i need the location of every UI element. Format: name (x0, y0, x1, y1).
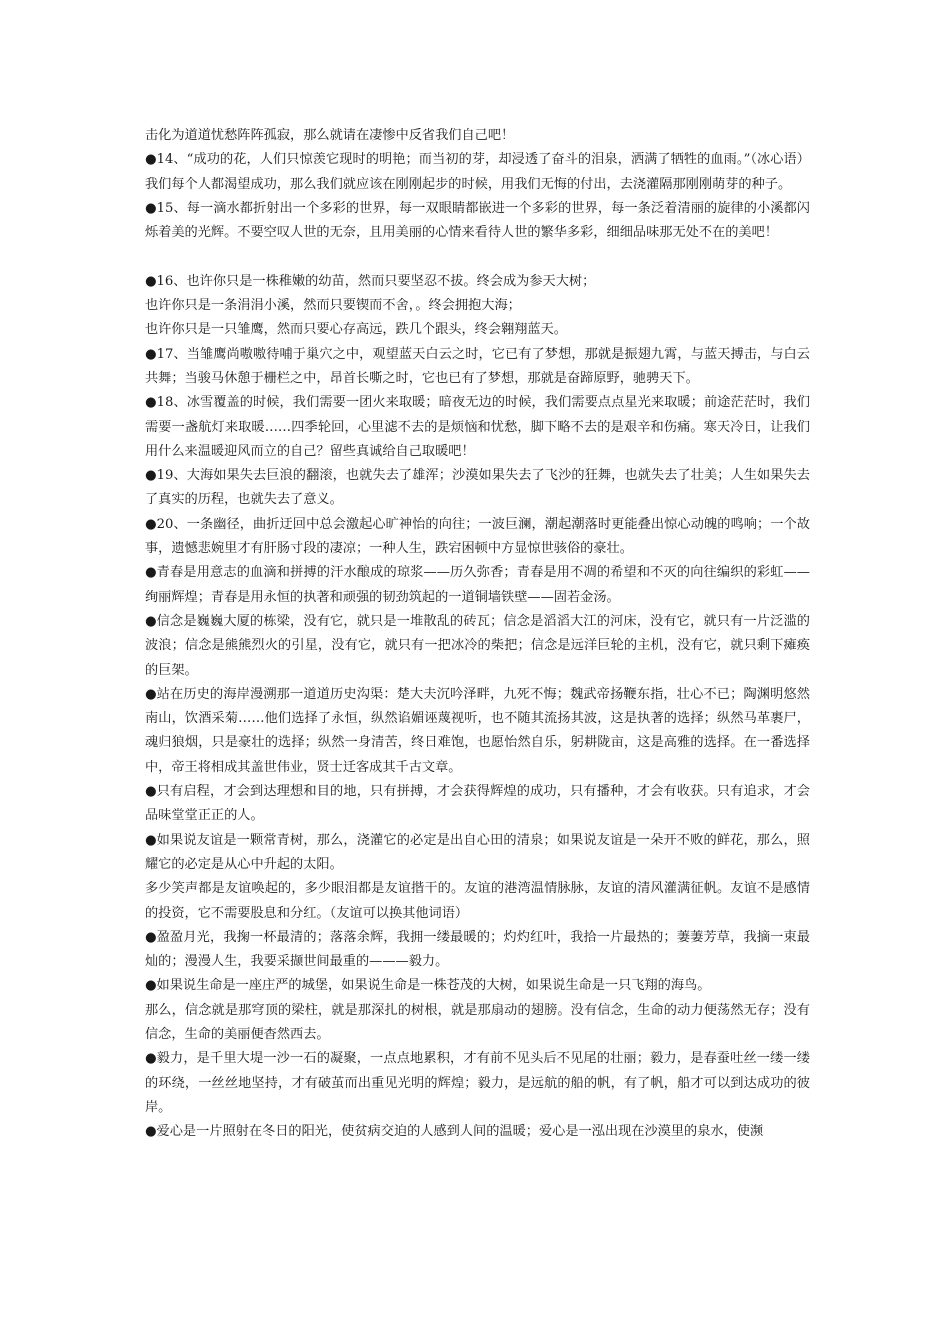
paragraph: ●信念是巍巍大厦的栋梁，没有它，就只是一堆散乱的砖瓦；信念是滔滔大江的河床，没有它，就只有一片泛滥的波浪；信念是熊熊烈火的引星，没有它，就只有一把冰冷的柴把；信念是远洋巨轮的主机，没有它，就只剩下瘫痪的巨架。 (145, 613, 810, 678)
paragraph: ●盈盈月光，我掬一杯最清的；落落余辉，我拥一缕最暖的；灼灼红叶，我拾一片最热的；萋萋芳草，我摘一束最灿的；漫漫人生，我要采撷世间最重的———毅力。 (145, 929, 810, 970)
paragraph: 也许你只是一只雏鹰，然而只要心存高远，跌几个跟头，终会翱翔蓝天。 (145, 322, 567, 338)
paragraph: ●如果说友谊是一颗常青树，那么，浇灌它的必定是出自心田的清泉；如果说友谊是一朵开不败的鲜花，那么，照耀它的必定是从心中升起的太阳。 (145, 832, 810, 872)
paragraph: ●16、也许你只是一株稚嫩的幼苗，然而只要坚忍不拔。终会成为参天大树； (145, 273, 596, 289)
paragraph: ●15、每一滴水都折射出一个多彩的世界，每一双眼睛都嵌进一个多彩的世界，每一条泛着清丽的旋律的小溪都闪烁着美的光辉。不要空叹人世的无奈，且用美丽的心情来看待人世的繁华多彩，细细品味那无处不在的美吧！ (145, 200, 810, 241)
paragraph: ●站在历史的海岸漫溯那一道道历史沟渠：楚大夫沉吟泽畔，九死不悔；魏武帝扬鞭东指，壮心不已；陶渊明悠然南山，饮酒采菊……他们选择了永恒，纵然谄媚诬蔑视听，也不随其流扬其波，这是执著的选择；纵然马革裹尸，魂归狼烟，只是豪壮的选择；纵然一身清苦，终日难饱，也愿怡然自乐，躬耕陇亩，这是高雅的选择。在一番选择中，帝王将相成其盖世伟业，贤士迁客成其千古文章。 (145, 686, 810, 775)
paragraph: ●19、大海如果失去巨浪的翻滚，也就失去了雄浑；沙漠如果失去了飞沙的狂舞，也就失去了壮美；人生如果失去了真实的历程，也就失去了意义。 (145, 468, 810, 508)
paragraph: ●17、当雏鹰尚嗷嗷待哺于巢穴之中，观望蓝天白云之时，它已有了梦想，那就是振翅九霄，与蓝天搏击，与白云共舞；当骏马休憩于栅栏之中，昂首长嘶之时，它也已有了梦想，那就是奋蹄原野，驰骋天下。 (145, 346, 810, 386)
paragraph: ●毅力，是千里大堤一沙一石的凝聚，一点点地累积，才有前不见头后不见尾的壮丽；毅力，是春蚕吐丝一缕一缕的环绕，一丝丝地坚持，才有破茧而出重见光明的辉煌；毅力，是远航的船的帆，有了帆，船才可以到达成功的彼岸。 (145, 1051, 810, 1115)
paragraph: 也许你只是一条涓涓小溪，然而只要锲而不舍，。终会拥抱大海； (145, 298, 521, 314)
paragraph: ●青春是用意志的血滴和拼搏的汗水酿成的琼浆——历久弥香；青春是用不凋的希望和不灭的向往编织的彩虹——绚丽辉煌；青春是用永恒的执著和顽强的韧劲筑起的一道铜墙铁壁——固若金汤。 (145, 565, 810, 605)
document-body (145, 124, 810, 1144)
paragraph: ●14、“成功的花，人们只惊羡它现时的明艳；而当初的芽，却浸透了奋斗的泪泉，洒满了牺牲的血雨。”（冰心语）我们每个人都渴望成功，那么我们就应该在刚刚起步的时候，用我们无悔的付出，去浇灌隔那刚刚萌芽的种子。 (145, 152, 810, 192)
paragraph: 多少笑声都是友谊唤起的，多少眼泪都是友谊揩干的。友谊的港湾温情脉脉，友谊的清风灌满征帆。友谊不是感情的投资，它不需要股息和分红。（友谊可以换其他词语） (145, 881, 810, 921)
paragraph: 击化为道道忧愁阵阵孤寂，那么就请在凄惨中反省我们自己吧！ (145, 128, 515, 143)
paragraph: ●20、一条幽径，曲折迂回中总会激起心旷神怡的向往；一波巨澜，潮起潮落时更能叠出惊心动魄的鸣响；一个故事，遗憾悲婉里才有肝肠寸段的凄凉；一种人生，跌宕困顿中方显惊世骇俗的豪壮。 (145, 516, 810, 557)
paragraph: 那么，信念就是那穹顶的梁柱，就是那深扎的树根，就是那扇动的翅膀。没有信念，生命的动力便荡然无存；没有信念，生命的美丽便杳然西去。 (145, 1002, 810, 1042)
blank-line (145, 245, 810, 269)
paragraph: ●18、冰雪覆盖的时候，我们需要一团火来取暖；暗夜无边的时候，我们需要点点星光来取暖；前途茫茫时，我们需要一盏航灯来取暖……四季轮回，心里滤不去的是烦恼和忧愁，脚下略不去的是艰辛和伤痛。寒天冷日，让我们用什么来温暖迎风而立的自己？留些真诚给自己取暖吧！ (145, 395, 810, 459)
paragraph: ●只有启程，才会到达理想和目的地，只有拼搏，才会获得辉煌的成功，只有播种，才会有收获。只有追求，才会品味堂堂正正的人。 (145, 784, 810, 824)
paragraph: ●如果说生命是一座庄严的城堡，如果说生命是一株苍茂的大树，如果说生命是一只飞翔的海鸟。 (145, 978, 711, 994)
paragraph: ●爱心是一片照射在冬日的阳光，使贫病交迫的人感到人间的温暖；爱心是一泓出现在沙漠里的泉水，使濒 (145, 1124, 764, 1140)
